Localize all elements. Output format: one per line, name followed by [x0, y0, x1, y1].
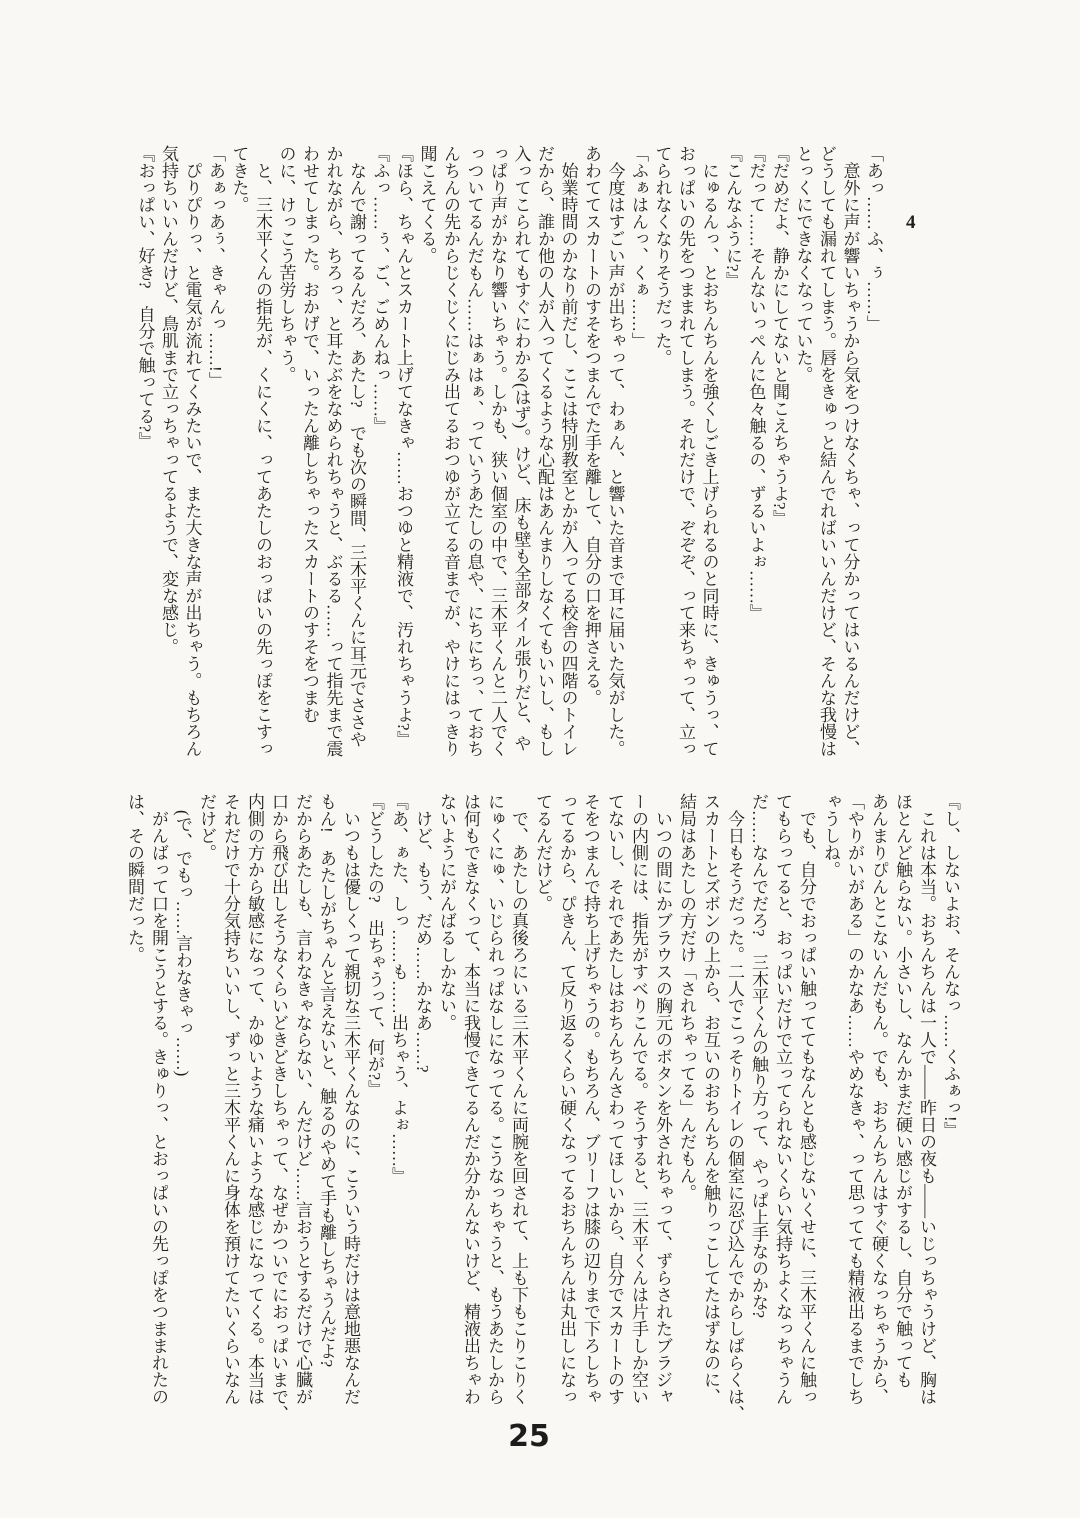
- text-column: は何もできなくって、本当に我慢できてるんだか分かんないけど、精液出ちゃわ: [461, 793, 480, 1405]
- text-column: で、あたしの真後ろにいる三木平くんに両腕を回されて、上も下もこりこりく: [509, 793, 528, 1405]
- text-column: 今日もそうだった。二人でこっそりトイレの個室に忍び込んでからしばらくは、: [725, 793, 744, 1422]
- text-column: 入ってこられてもすぐにわかる(はず)。けど、床も壁も全部タイル張りだと、や: [511, 145, 531, 752]
- text-column: でも、自分でおっぱい触っててもなんとも感じないくせに、三木平くんに触っ: [797, 793, 816, 1405]
- text-column: あんまりぴんとこないんだもん。でも、おちんちんはすぐ硬くなっちゃうから、: [869, 793, 888, 1405]
- text-column: いつもは優しくって親切な三木平くんなのに、こういう時だけは意地悪なんだ: [341, 793, 360, 1405]
- text-column: そをつまんで持ち上げちゃうの。もちろん、ブリーフは膝の辺りまで下ろしちゃ: [581, 793, 600, 1405]
- text-column: 『し、しないよお、そんなっ……くふぁっ!』: [941, 793, 960, 1139]
- text-column: だからあたしも、言わなきゃならない、んだけど……言おうとするだけで心臓が: [293, 793, 312, 1405]
- top-text-block: [133, 145, 885, 785]
- text-column: これは本当。おちんちんは一人で――昨日の夜も――いじっちゃうけど、胸は: [917, 793, 936, 1405]
- text-column: 『ふっ……ぅ、ご、ごめんねっ……』: [370, 145, 390, 434]
- text-column: ってるから、ぴきん、て反り返るくらい硬くなってるおちんちんは丸出しになっ: [557, 793, 576, 1405]
- text-column: 意外に声が響いちゃうから気をつけなくちゃ、って分かってはいるんだけど、: [840, 145, 860, 757]
- text-column: それだけで十分気持ちいいし、ずっと三木平くんに身体を預けてたいくらいなん: [221, 793, 240, 1405]
- text-column: どうしても漏れてしまう。唇をきゅっと結んでればいいんだけど、そんな我慢は: [817, 145, 836, 757]
- text-column: ーの内側には、指先がすべりこんでる。そうすると、三木平くんは片手しか空い: [629, 793, 648, 1405]
- text-column: てられなくなりそうだった。: [652, 145, 672, 366]
- text-column: 『だめだよ、静かにしてないと聞こえちゃうよ?』: [770, 145, 789, 527]
- text-column: もん! あたしがちゃんと言えないと、触るのやめて手も離しちゃうんだよ?: [317, 793, 336, 1368]
- text-column: 『だって……そんないっぺんに色々触るの、ずるいよぉ……』: [746, 145, 766, 621]
- text-column: あわててスカートのすそをつまんでた手を離して、自分の口を押さえる。: [582, 145, 601, 706]
- text-column: 『こんなふうに?』: [723, 145, 742, 289]
- text-column: おっぱいの先をつままれてしまう。それだけで、ぞぞぞ、って来ちゃって、立っ: [676, 145, 695, 757]
- bottom-text-block: [122, 793, 962, 1433]
- text-column: は、その瞬間だった。: [125, 793, 144, 963]
- text-column: とっくにできなくなっていた。: [793, 145, 813, 383]
- text-column: のに、けっこう苦労しちゃう。: [276, 145, 296, 383]
- text-column: だから、誰か他の人が入ってくるような心配はあんまりしなくてもいいし、もし: [535, 145, 554, 757]
- text-column: 『どうしたの? 出ちゃうって、何が?』: [365, 793, 384, 1098]
- text-column: 聞こえてくる。: [417, 145, 437, 264]
- page-number: 25: [508, 1419, 550, 1454]
- text-column: 『ほら、ちゃんとスカート上げてなきゃ……おつゆと精液で、汚れちゃうよ?』: [394, 145, 413, 748]
- text-column: にゅるんっ、とおちんちんを強くしごき上げられるのと同時に、きゅうっ、て: [699, 145, 719, 757]
- text-column: 今度はすごい声が出ちゃって、わぁん、と響いた音まで耳に届いた気がした。: [605, 145, 625, 757]
- text-column: てないし、それであたしはおちんちんさわってほしいから、自分でスカートのす: [605, 793, 624, 1405]
- text-column: かれながら、ちろっ、と耳たぶをなめられちゃうと、ぶるる……って指先まで震: [323, 145, 343, 757]
- text-column: 内側の方から敏感になって、かゆいような痛いような感じになってくる。本当は: [245, 793, 264, 1405]
- text-column: 「あっ……ふ、ぅ……」: [864, 145, 883, 332]
- text-column: (で、でもっ……言わなきゃっ……): [173, 793, 192, 1077]
- text-column: 「やりがいがある」のかなあ……やめなきゃ、って思ってても精液出るまでしち: [845, 793, 864, 1405]
- text-column: 口から飛び出しそうなくらいどきどきしちゃって、なぜかついでにおっぱいまで、: [269, 793, 288, 1422]
- text-column: 『おっぱい、好き? 自分で触ってる?』: [135, 145, 155, 450]
- text-column: ほとんど触らない。小さいし、なんかまだ硬い感じがするし、自分で触っても: [893, 793, 912, 1388]
- text-column: 結局はあたしの方だけ「されちゃってる」んだもん。: [677, 793, 696, 1201]
- text-column: てきた。: [229, 145, 249, 213]
- text-column: っついてるんだもん……はぁはぁ、っていうあたしの息や、にちにちっ、ておち: [464, 145, 484, 757]
- text-column: てもらってると、おっぱいだけで立ってられないくらい気持ちよくなっちゃうん: [773, 793, 792, 1405]
- text-column: っぱり声がかなり響いちゃう。しかも、狭い個室の中で、三木平くんと二人でく: [488, 145, 507, 757]
- text-column: がんばって口を開こうとする。きゅりっ、とおっぱいの先っぽをつままれたの: [149, 793, 168, 1405]
- text-column: けど、もう、だめ……かなあ……?: [413, 793, 432, 1073]
- text-column: スカートとズボンの上から、お互いのおちんちんを触りっこしてたはずなのに、: [701, 793, 720, 1405]
- text-column: 始業時間のかなり前だし、ここは特別教室とかが入ってる校舎の四階のトイレ: [558, 145, 578, 757]
- text-column: なんで謝ってるんだろ、あたし? でも次の瞬間、三木平くんに耳元でささや: [347, 145, 366, 748]
- text-column: んちんの先からじくじくにじみ出てるおつゆが立てる音までが、やけにはっきり: [441, 145, 460, 757]
- text-column: 「ふぁはんっ、くぁ……」: [629, 145, 648, 349]
- section-number: 4: [906, 212, 916, 233]
- text-column: てるんだけど。: [533, 793, 552, 912]
- text-column: 気持ちいいんだけど、鳥肌まで立っちゃってるようで、変な感じ。: [159, 145, 178, 655]
- text-column: ぴりぴりっ、と電気が流れてくみたいで、また大きな声が出ちゃう。もちろん: [182, 145, 202, 757]
- text-column: にゅくにゅ、いじられっぱなしになってる。こうなっちゃうと、もうあたしから: [485, 793, 504, 1405]
- text-column: いつの間にかブラウスの胸元のボタンを外されちゃって、ずらされたブラジャ: [653, 793, 672, 1405]
- text-column: 『あ、ぁた、しっ……も……出ちゃう、よぉ……』: [389, 793, 408, 1184]
- text-column: わせてしまった。おかげで、いったん離しちゃったスカートのすそをつまむ: [300, 145, 319, 723]
- text-column: 「あぁっあぅ、きゃんっ……!」: [206, 145, 225, 389]
- text-column: だけど。: [197, 793, 216, 861]
- text-column: と、三木平くんの指先が、くにくに、ってあたしのおっぱいの先っぽをこすっ: [253, 145, 272, 757]
- text-column: だ……なんでだろ? 三木平くんの触り方って、やっぱ上手なのかな?: [749, 793, 768, 1319]
- text-column: ないようにがんばるしかない。: [437, 793, 456, 1031]
- text-column: ゃうしね。: [821, 793, 840, 878]
